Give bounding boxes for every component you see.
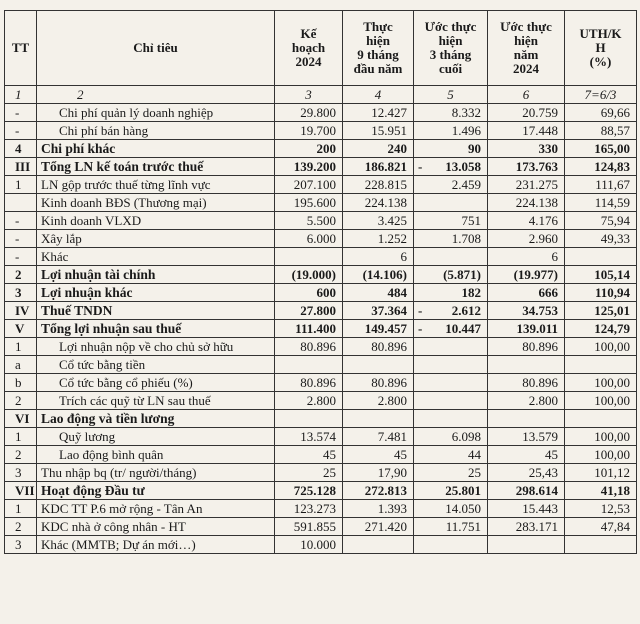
- column-header-line: hoạch: [291, 40, 326, 55]
- cell-c7: 165,00: [565, 140, 637, 158]
- cell-name: Lợi nhuận tài chính: [37, 266, 275, 284]
- cell-c5: 11.751: [414, 518, 488, 536]
- cell-name: Trích các quỹ từ LN sau thuế: [37, 392, 275, 410]
- table-row: [5, 428, 637, 446]
- cell-name: LN gộp trước thuế từng lĩnh vực: [37, 176, 275, 194]
- column-header-line: hiện: [514, 33, 538, 48]
- cell-name: KDC TT P.6 mở rộng - Tân An: [37, 500, 275, 518]
- cell-name: Hoạt động Đầu tư: [37, 482, 275, 500]
- cell-tt: 2: [5, 392, 37, 410]
- cell-c7: 100,00: [565, 374, 637, 392]
- cell-c4: (14.106): [343, 266, 414, 284]
- cell-tt: 3: [5, 536, 37, 554]
- cell-c6: [488, 536, 565, 554]
- cell-c3: (19.000): [275, 266, 343, 284]
- cell-c4: [343, 356, 414, 374]
- cell-c5: 44: [414, 446, 488, 464]
- cell-c5: 751: [414, 212, 488, 230]
- negative-sign: -: [418, 159, 423, 174]
- table-row: [5, 392, 637, 410]
- cell-tt: 3: [5, 464, 37, 482]
- negative-sign: -: [418, 303, 423, 318]
- cell-name: Tổng LN kế toán trước thuế: [37, 158, 275, 176]
- cell-c4: 186.821: [343, 158, 414, 176]
- cell-tt: 4: [5, 140, 37, 158]
- cell-c4: 484: [343, 284, 414, 302]
- cell-c3: [275, 410, 343, 428]
- cell-c6: 283.171: [488, 518, 565, 536]
- cell-c4: 1.393: [343, 500, 414, 518]
- plan-results-table: [4, 10, 637, 554]
- cell-c5: 1.496: [414, 122, 488, 140]
- cell-c6: 17.448: [488, 122, 565, 140]
- cell-tt: 2: [5, 266, 37, 284]
- cell-tt: 1: [5, 500, 37, 518]
- cell-c7: 88,57: [565, 122, 637, 140]
- cell-name: Thuế TNDN: [37, 302, 275, 320]
- table-row: [5, 284, 637, 302]
- cell-c3: 25: [275, 464, 343, 482]
- cell-c3: 13.574: [275, 428, 343, 446]
- cell-c5: 1.708: [414, 230, 488, 248]
- column-header-line: 2024: [295, 54, 322, 69]
- cell-c6: 34.753: [488, 302, 565, 320]
- cell-c6: 224.138: [488, 194, 565, 212]
- cell-c3: 2.800: [275, 392, 343, 410]
- cell-c5: 8.332: [414, 104, 488, 122]
- cell-c7: [565, 356, 637, 374]
- cell-c4: 228.815: [343, 176, 414, 194]
- cell-c4: 1.252: [343, 230, 414, 248]
- cell-c6: 298.614: [488, 482, 565, 500]
- cell-c7: [565, 410, 637, 428]
- cell-c4: 15.951: [343, 122, 414, 140]
- cell-c3: 29.800: [275, 104, 343, 122]
- cell-c3: [275, 356, 343, 374]
- cell-c4: [343, 410, 414, 428]
- cell-c5: [414, 248, 488, 266]
- cell-name: Chi phí bán hàng: [37, 122, 275, 140]
- table-row: [5, 158, 637, 176]
- column-header-line: 9 tháng: [357, 47, 399, 62]
- cell-tt: IV: [5, 302, 37, 320]
- cell-tt: a: [5, 356, 37, 374]
- cell-c5: 2.459: [414, 176, 488, 194]
- cell-tt: V: [5, 320, 37, 338]
- cell-name: Cổ tức bằng cổ phiếu (%): [37, 374, 275, 392]
- cell-c7: 124,79: [565, 320, 637, 338]
- cell-c5: [414, 158, 488, 176]
- cell-c5: (5.871): [414, 266, 488, 284]
- column-index-cell: 1: [5, 86, 37, 104]
- column-index-cell: 7=6/3: [565, 86, 637, 104]
- cell-c3: 45: [275, 446, 343, 464]
- cell-name: Lao động bình quân: [37, 446, 275, 464]
- column-header-line: hiện: [438, 33, 463, 48]
- cell-c5: 182: [414, 284, 488, 302]
- cell-c4: 224.138: [343, 194, 414, 212]
- column-index-cell: 2: [37, 86, 275, 104]
- column-header-line: H: [595, 40, 606, 55]
- cell-c7: 101,12: [565, 464, 637, 482]
- cell-c6: 231.275: [488, 176, 565, 194]
- column-header-line: cuối: [438, 61, 463, 76]
- cell-c4: 45: [343, 446, 414, 464]
- column-index-cell: 5: [414, 86, 488, 104]
- cell-c4: 6: [343, 248, 414, 266]
- table-row: [5, 140, 637, 158]
- cell-name: Xây lắp: [37, 230, 275, 248]
- cell-tt: -: [5, 212, 37, 230]
- cell-c6: 2.800: [488, 392, 565, 410]
- cell-c5: [414, 410, 488, 428]
- cell-c5: 25: [414, 464, 488, 482]
- cell-c3: 195.600: [275, 194, 343, 212]
- column-header-2: [37, 11, 275, 86]
- cell-c6: 330: [488, 140, 565, 158]
- cell-c4: 80.896: [343, 338, 414, 356]
- cell-c3: 27.800: [275, 302, 343, 320]
- column-header-5: [414, 11, 488, 86]
- cell-c4: [343, 536, 414, 554]
- cell-c6: 25,43: [488, 464, 565, 482]
- cell-c6: 80.896: [488, 374, 565, 392]
- cell-c6: 139.011: [488, 320, 565, 338]
- cell-name: Khác: [37, 248, 275, 266]
- negative-sign: -: [418, 321, 423, 336]
- cell-c6: 2.960: [488, 230, 565, 248]
- cell-c5: 6.098: [414, 428, 488, 446]
- table-row: [5, 410, 637, 428]
- cell-c5: [414, 338, 488, 356]
- cell-c5: [414, 536, 488, 554]
- column-index-cell: 3: [275, 86, 343, 104]
- column-header-line: TT: [11, 40, 30, 55]
- column-header-line: (%): [589, 54, 612, 69]
- cell-tt: -: [5, 122, 37, 140]
- cell-c7: 105,14: [565, 266, 637, 284]
- table-row: [5, 230, 637, 248]
- cell-c3: 5.500: [275, 212, 343, 230]
- column-header-line: hiện: [366, 33, 390, 48]
- column-index-cell: 6: [488, 86, 565, 104]
- cell-tt: -: [5, 230, 37, 248]
- cell-c3: 10.000: [275, 536, 343, 554]
- cell-name: Kinh doanh BĐS (Thương mại): [37, 194, 275, 212]
- cell-c7: 100,00: [565, 446, 637, 464]
- table-row: [5, 266, 637, 284]
- column-header-4: [343, 11, 414, 86]
- table-row: [5, 500, 637, 518]
- cell-c3: 600: [275, 284, 343, 302]
- column-index-row: [5, 86, 637, 104]
- column-header-line: năm: [513, 47, 539, 62]
- cell-c3: 725.128: [275, 482, 343, 500]
- cell-c7: 69,66: [565, 104, 637, 122]
- header-row: [5, 11, 637, 86]
- table-row: [5, 104, 637, 122]
- table-row: [5, 122, 637, 140]
- cell-tt: 3: [5, 284, 37, 302]
- cell-c3: 207.100: [275, 176, 343, 194]
- cell-c3: 80.896: [275, 338, 343, 356]
- table-row: [5, 248, 637, 266]
- table-header: [5, 11, 637, 86]
- cell-c6: (19.977): [488, 266, 565, 284]
- cell-c7: [565, 536, 637, 554]
- cell-c7: 75,94: [565, 212, 637, 230]
- cell-c6: 15.443: [488, 500, 565, 518]
- cell-c4: 80.896: [343, 374, 414, 392]
- column-header-6: [488, 11, 565, 86]
- cell-name: Lao động và tiền lương: [37, 410, 275, 428]
- cell-c4: 240: [343, 140, 414, 158]
- cell-name: Lợi nhuận khác: [37, 284, 275, 302]
- cell-c4: 2.800: [343, 392, 414, 410]
- cell-c6: 45: [488, 446, 565, 464]
- cell-tt: VII: [5, 482, 37, 500]
- cell-c5: 90: [414, 140, 488, 158]
- cell-tt: -: [5, 248, 37, 266]
- cell-c7: 49,33: [565, 230, 637, 248]
- table-row: [5, 536, 637, 554]
- cell-name: Quỹ lương: [37, 428, 275, 446]
- cell-c4: 3.425: [343, 212, 414, 230]
- cell-c7: 110,94: [565, 284, 637, 302]
- cell-c7: 111,67: [565, 176, 637, 194]
- cell-name: Khác (MMTB; Dự án mới…): [37, 536, 275, 554]
- cell-name: Kinh doanh VLXD: [37, 212, 275, 230]
- cell-tt: 2: [5, 446, 37, 464]
- cell-c4: 17,90: [343, 464, 414, 482]
- cell-c6: 6: [488, 248, 565, 266]
- cell-c5: [414, 302, 488, 320]
- column-header-3: [275, 11, 343, 86]
- cell-name: Chi phí khác: [37, 140, 275, 158]
- cell-c5: [414, 374, 488, 392]
- cell-c7: 12,53: [565, 500, 637, 518]
- cell-tt: 1: [5, 338, 37, 356]
- cell-c4: 37.364: [343, 302, 414, 320]
- column-header-line: UTH/K: [579, 26, 622, 41]
- table-row: [5, 518, 637, 536]
- cell-tt: [5, 194, 37, 212]
- cell-c7: 100,00: [565, 392, 637, 410]
- table-row: [5, 374, 637, 392]
- cell-c3: 123.273: [275, 500, 343, 518]
- cell-tt: b: [5, 374, 37, 392]
- cell-c5: [414, 392, 488, 410]
- cell-c4: 272.813: [343, 482, 414, 500]
- cell-c6: [488, 356, 565, 374]
- cell-c7: 114,59: [565, 194, 637, 212]
- cell-c7: [565, 248, 637, 266]
- cell-c5-value: 10.447: [445, 321, 481, 336]
- cell-tt: VI: [5, 410, 37, 428]
- cell-c3: 80.896: [275, 374, 343, 392]
- cell-c3: 139.200: [275, 158, 343, 176]
- cell-c4: 271.420: [343, 518, 414, 536]
- cell-c4: 12.427: [343, 104, 414, 122]
- cell-c6: [488, 410, 565, 428]
- cell-c7: 100,00: [565, 338, 637, 356]
- cell-c7: 47,84: [565, 518, 637, 536]
- cell-c5: 14.050: [414, 500, 488, 518]
- cell-c6: 4.176: [488, 212, 565, 230]
- cell-tt: 1: [5, 428, 37, 446]
- column-header-line: Ước thực: [424, 19, 477, 34]
- table-row: [5, 356, 637, 374]
- column-header-1: [5, 11, 37, 86]
- cell-c6: 80.896: [488, 338, 565, 356]
- cell-name: Cổ tức bằng tiền: [37, 356, 275, 374]
- table-row: [5, 194, 637, 212]
- column-header-line: Kế: [300, 26, 317, 41]
- cell-c7: 124,83: [565, 158, 637, 176]
- cell-name: Lợi nhuận nộp về cho chủ sở hữu: [37, 338, 275, 356]
- cell-tt: -: [5, 104, 37, 122]
- cell-tt: 2: [5, 518, 37, 536]
- cell-c6: 20.759: [488, 104, 565, 122]
- cell-name: Tổng lợi nhuận sau thuế: [37, 320, 275, 338]
- cell-c5: 25.801: [414, 482, 488, 500]
- cell-name: KDC nhà ở công nhân - HT: [37, 518, 275, 536]
- cell-c3: 111.400: [275, 320, 343, 338]
- table-row: [5, 320, 637, 338]
- cell-tt: 1: [5, 176, 37, 194]
- cell-name: Chi phí quản lý doanh nghiệp: [37, 104, 275, 122]
- table-row: [5, 212, 637, 230]
- cell-c3: 200: [275, 140, 343, 158]
- column-header-line: 3 tháng: [429, 47, 472, 62]
- cell-c3: 6.000: [275, 230, 343, 248]
- cell-c3: [275, 248, 343, 266]
- column-header-7: [565, 11, 637, 86]
- cell-name: Thu nhập bq (tr/ người/tháng): [37, 464, 275, 482]
- cell-c4: 7.481: [343, 428, 414, 446]
- table-row: [5, 302, 637, 320]
- cell-c7: 41,18: [565, 482, 637, 500]
- column-header-line: Chỉ tiêu: [133, 40, 178, 55]
- table-row: [5, 446, 637, 464]
- cell-c6: 666: [488, 284, 565, 302]
- cell-tt: III: [5, 158, 37, 176]
- table-row: [5, 482, 637, 500]
- cell-c7: 125,01: [565, 302, 637, 320]
- table-body: [5, 86, 637, 554]
- cell-c3: 19.700: [275, 122, 343, 140]
- column-header-line: 2024: [513, 61, 539, 76]
- column-header-line: đầu năm: [353, 61, 403, 76]
- cell-c3: 591.855: [275, 518, 343, 536]
- report-sheet: [4, 10, 636, 554]
- cell-c6: 13.579: [488, 428, 565, 446]
- table-row: [5, 464, 637, 482]
- table-row: [5, 176, 637, 194]
- cell-c6: 173.763: [488, 158, 565, 176]
- cell-c5-value: 2.612: [451, 303, 481, 318]
- cell-c5-value: 13.058: [445, 159, 481, 174]
- column-header-line: Ước thực: [500, 19, 552, 34]
- column-header-line: Thực: [363, 19, 393, 34]
- cell-c4: 149.457: [343, 320, 414, 338]
- cell-c5: [414, 356, 488, 374]
- table-row: [5, 338, 637, 356]
- cell-c7: 100,00: [565, 428, 637, 446]
- column-index-cell: 4: [343, 86, 414, 104]
- cell-c5: [414, 194, 488, 212]
- cell-c5: [414, 320, 488, 338]
